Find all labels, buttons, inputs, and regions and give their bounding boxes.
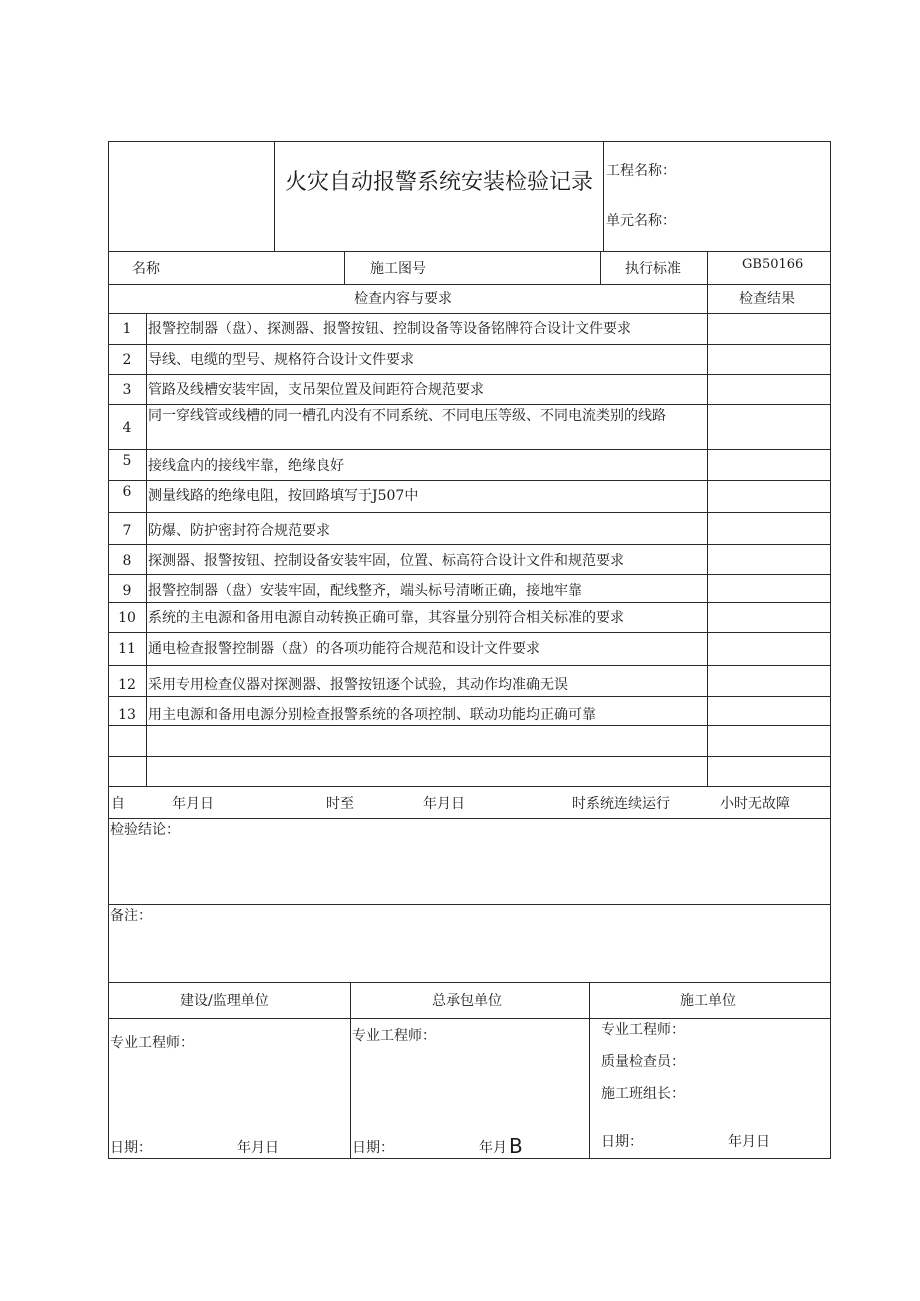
unit-name-label: 单元名称： <box>606 213 676 229</box>
run-from-label: 自 <box>111 796 125 812</box>
item-number: 7 <box>122 523 132 539</box>
item-text: 测量线路的绝缘电阻，按回路填写于J507中 <box>148 488 419 504</box>
item-number: 11 <box>118 641 136 657</box>
item-text: 导线、电缆的型号、规格符合设计文件要求 <box>148 352 414 368</box>
run-hour-to-label: 时至 <box>326 796 354 812</box>
col3-inspector-label: 质量检查员： <box>601 1054 685 1070</box>
standard-label: 执行标准 <box>625 261 681 277</box>
item-number: 9 <box>122 583 132 599</box>
item-number: 5 <box>122 453 132 469</box>
conclusion-label: 检验结论： <box>110 822 180 838</box>
col3-date-label: 日期： <box>601 1134 643 1150</box>
item-number: 8 <box>122 553 132 569</box>
item-number: 12 <box>118 677 136 693</box>
item-text: 系统的主电源和备用电源自动转换正确可靠，其容量分别符合相关标准的要求 <box>148 610 624 626</box>
item-number: 6 <box>122 484 132 500</box>
col1-date-value: 年月日 <box>237 1140 279 1156</box>
form-title: 火灾自动报警系统安装检验记录 <box>284 170 593 195</box>
item-text: 同一穿线管或线槽的同一槽孔内没有不同系统、不同电压等级、不同电流类别的线路 <box>148 408 666 424</box>
construction-unit-title: 施工单位 <box>680 993 736 1009</box>
item-text: 防爆、防护密封符合规范要求 <box>148 523 330 539</box>
check-result-header: 检查结果 <box>739 291 795 307</box>
col2-date-mark: B <box>509 1134 523 1158</box>
col3-leader-label: 施工班组长： <box>601 1086 685 1102</box>
item-number: 13 <box>118 707 136 723</box>
col2-date-label: 日期： <box>352 1140 394 1156</box>
item-text: 通电检查报警控制器（盘）的各项功能符合规范和设计文件要求 <box>148 641 540 657</box>
remarks-label: 备注： <box>110 908 152 924</box>
item-text: 接线盒内的接线牢靠，绝缘良好 <box>148 458 344 474</box>
item-text: 用主电源和备用电源分别检查报警系统的各项控制、联动功能均正确可靠 <box>148 707 596 723</box>
name-label: 名称 <box>132 261 160 277</box>
item-text: 探测器、报警按钮、控制设备安装牢固，位置、标高符合设计文件和规范要求 <box>148 553 624 569</box>
col3-engineer-label: 专业工程师： <box>601 1022 685 1038</box>
col3-date-value: 年月日 <box>728 1134 770 1150</box>
drawing-number-label: 施工图号 <box>370 261 426 277</box>
col1-engineer-label: 专业工程师： <box>110 1035 194 1051</box>
run-continuous-label: 时系统连续运行 <box>572 796 670 812</box>
standard-value: GB50166 <box>742 257 804 272</box>
col2-date-value: 年月 <box>479 1140 507 1156</box>
run-end-date: 年月日 <box>423 796 465 812</box>
project-name-label: 工程名称： <box>606 163 676 179</box>
col2-engineer-label: 专业工程师： <box>352 1028 436 1044</box>
item-number: 4 <box>122 420 132 436</box>
item-text: 采用专用检查仪器对探测器、报警按钮逐个试验，其动作均准确无误 <box>148 677 568 693</box>
item-number: 1 <box>122 321 132 337</box>
run-no-fault-label: 小时无故障 <box>720 796 790 812</box>
run-start-date: 年月日 <box>172 796 214 812</box>
item-text: 报警控制器（盘）、探测器、报警按钮、控制设备等设备铭牌符合设计文件要求 <box>148 321 631 337</box>
item-text: 报警控制器（盘）安装牢固，配线整齐，端头标号清晰正确，接地牢靠 <box>148 583 582 599</box>
item-number: 3 <box>122 382 132 398</box>
check-content-header: 检查内容与要求 <box>354 291 452 307</box>
supervision-unit-title: 建设/监理单位 <box>180 993 269 1009</box>
item-text: 管路及线槽安装牢固，支吊架位置及间距符合规范要求 <box>148 382 484 398</box>
item-number: 2 <box>122 352 132 368</box>
item-number: 10 <box>118 610 136 626</box>
general-contractor-title: 总承包单位 <box>432 993 502 1009</box>
col1-date-label: 日期： <box>110 1140 152 1156</box>
